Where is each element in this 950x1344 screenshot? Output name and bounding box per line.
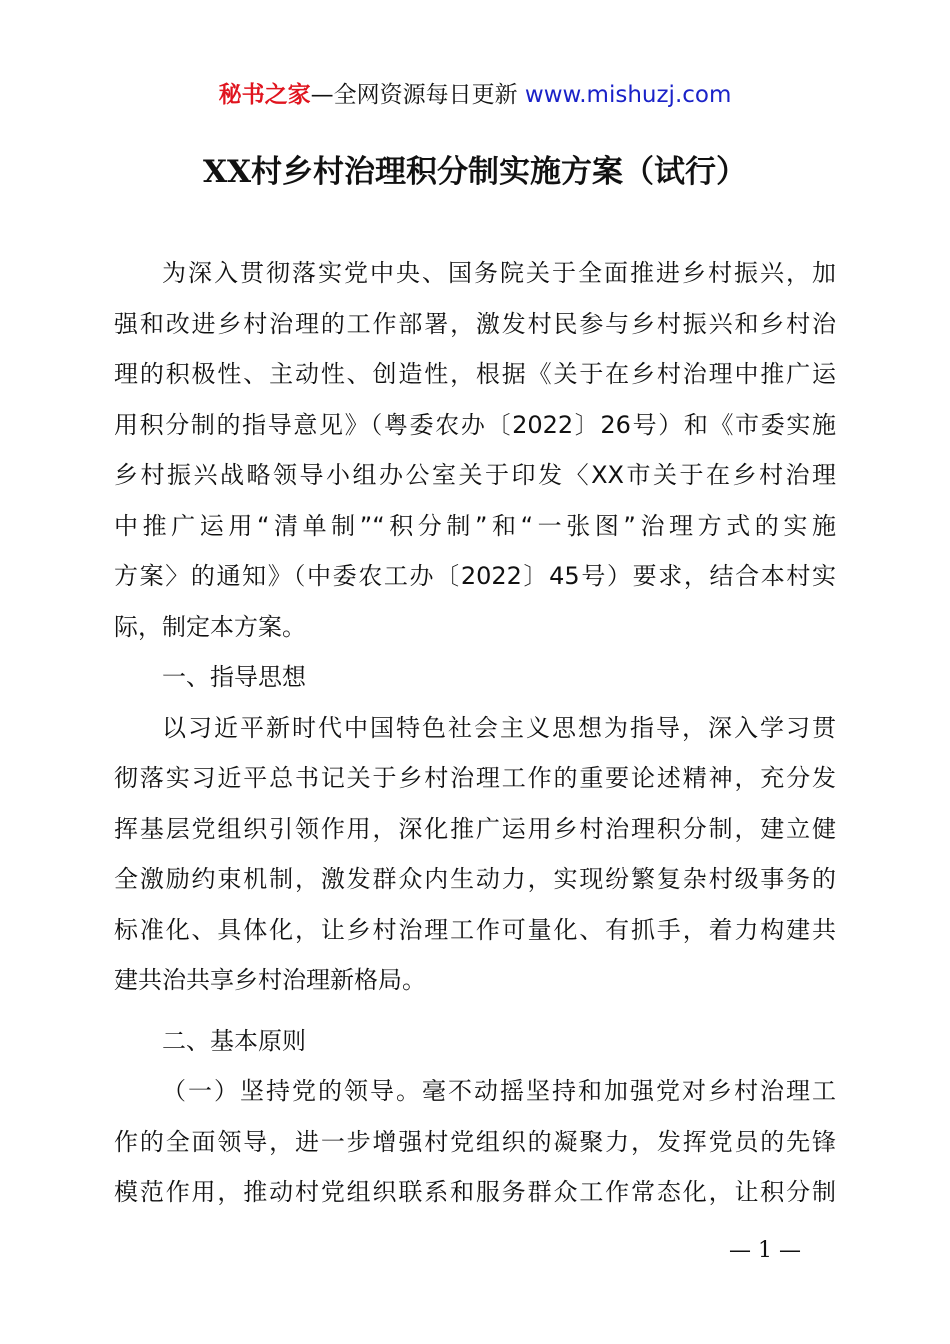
section1-line: 挥基层党组织引领作用，深化推广运用乡村治理积分制，建立健 <box>114 814 836 843</box>
page-number: — 1 — <box>729 1238 801 1263</box>
intro-line: 为深入贯彻落实党中央、国务院关于全面推进乡村振兴，加 <box>162 259 836 287</box>
section1-line: 建共治共享乡村治理新格局。 <box>114 966 426 994</box>
section2-line: 模范作用，推动村党组织联系和服务群众工作常态化，让积分制 <box>114 1178 836 1206</box>
brand-name: 秘书之家 <box>218 82 311 108</box>
section2-line: 作的全面领导，进一步增强村党组织的凝聚力，发挥党员的先锋 <box>114 1127 836 1156</box>
spacer <box>114 1006 836 1016</box>
intro-line: 际，制定本方案。 <box>114 612 306 641</box>
site-url-link[interactable]: www.mishuzj.com <box>524 82 732 108</box>
intro-line: 理的积极性、主动性、创造性，根据《关于在乡村治理中推广运 <box>114 360 836 388</box>
intro-line: 方案〉的通知》（中委农工办〔2022〕45号）要求，结合本村实 <box>114 562 836 590</box>
section1-line: 全激励约束机制，激发群众内生动力，实现纷繁复杂村级事务的 <box>114 865 836 893</box>
section1-line: 彻落实习近平总书记关于乡村治理工作的重要论述精神，充分发 <box>114 764 836 792</box>
site-banner <box>0 78 950 112</box>
section1-line: 以习近平新时代中国特色社会主义思想为指导，深入学习贯 <box>162 713 836 742</box>
section2-line: （一）坚持党的领导。毫不动摇坚持和加强党对乡村治理工 <box>162 1077 836 1105</box>
intro-line: 乡村振兴战略领导小组办公室关于印发〈XX市关于在乡村治理 <box>114 461 836 489</box>
section-heading-guiding-ideology: 一、指导思想 <box>162 663 306 691</box>
intro-line: 用积分制的指导意见》（粤委农办〔2022〕26号）和《市委实施 <box>114 410 836 439</box>
intro-line: 强和改进乡村治理的工作部署，激发村民参与乡村振兴和乡村治 <box>114 309 836 338</box>
intro-line: 中推广运用“清单制”“积分制”和“一张图”治理方式的实施 <box>114 511 836 540</box>
document-title: XX村乡村治理积分制实施方案（试行） <box>202 154 748 190</box>
document-body <box>114 248 836 1218</box>
banner-tagline: —全网资源每日更新 <box>310 82 525 108</box>
section-heading-basic-principles: 二、基本原则 <box>162 1026 306 1055</box>
section1-line: 标准化、具体化，让乡村治理工作可量化、有抓手，着力构建共 <box>114 915 836 944</box>
